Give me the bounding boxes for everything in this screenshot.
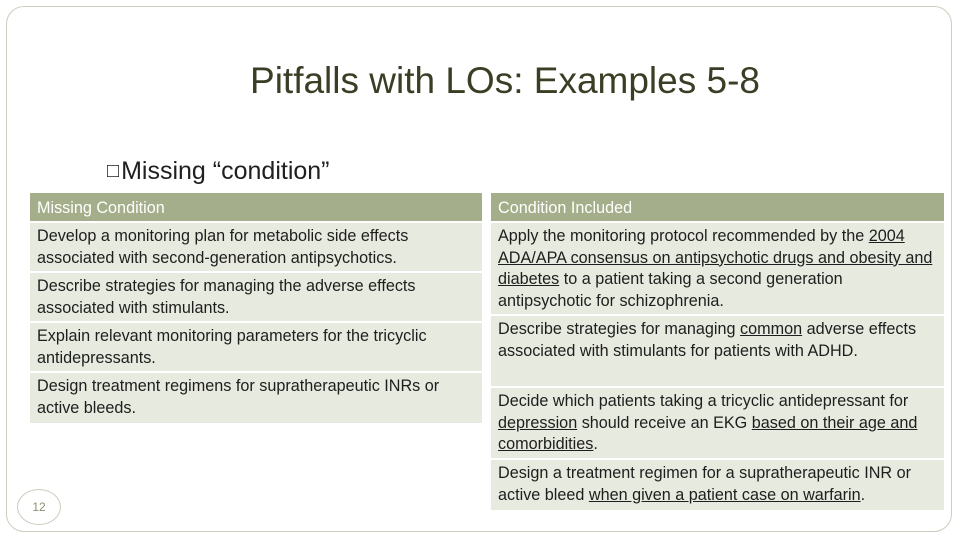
table-row xyxy=(491,223,944,314)
table-row xyxy=(491,460,944,510)
table-row: Design treatment regimens for supratherapeutic INRs or active bleeds. xyxy=(30,373,482,423)
row-text: to a patient taking a second generation antipsychotic for schizophrenia. xyxy=(498,270,843,310)
bullet-text: Missing “condition” xyxy=(121,157,330,185)
underlined-condition: based on their age and comorbidities xyxy=(498,413,918,453)
underlined-condition: depression xyxy=(498,413,578,432)
table-row xyxy=(491,388,944,458)
underlined-condition: 2004 ADA/APA consensus on antipsychotic drugs and obesity and diabetes xyxy=(498,227,933,288)
table-row: Describe strategies for managing the adverse effects associated with stimulants. xyxy=(30,273,482,321)
bullet-point xyxy=(107,156,330,186)
table-header: Missing Condition xyxy=(30,193,482,221)
slide-title: Pitfalls with LOs: Examples 5-8 xyxy=(250,60,760,101)
row-text: adverse effects associated with stimulants for patients with ADHD. xyxy=(498,320,917,360)
table-row xyxy=(491,316,944,386)
page-number: 12 xyxy=(17,489,61,525)
underlined-condition: common xyxy=(740,320,803,338)
table-header: Condition Included xyxy=(491,193,944,221)
table-row: Develop a monitoring plan for metabolic side effects associated with second-generation antipsychotics. xyxy=(30,223,482,271)
row-text: should receive an EKG xyxy=(577,413,752,432)
row-text: . xyxy=(860,485,866,504)
row-text: . xyxy=(593,435,598,453)
underlined-condition: when given a patient case on warfarin xyxy=(588,485,861,504)
row-text: Describe strategies for managing xyxy=(498,320,741,338)
row-text: Decide which patients taking a tricyclic antidepressant for xyxy=(498,392,909,410)
row-text: Design a treatment regimen for a supratherapeutic INR or active bleed xyxy=(498,464,911,504)
table-row: Explain relevant monitoring parameters for the tricyclic antidepressants. xyxy=(30,323,482,371)
square-bullet-icon: □ xyxy=(107,160,120,182)
row-text: Apply the monitoring protocol recommended by the xyxy=(498,227,869,245)
